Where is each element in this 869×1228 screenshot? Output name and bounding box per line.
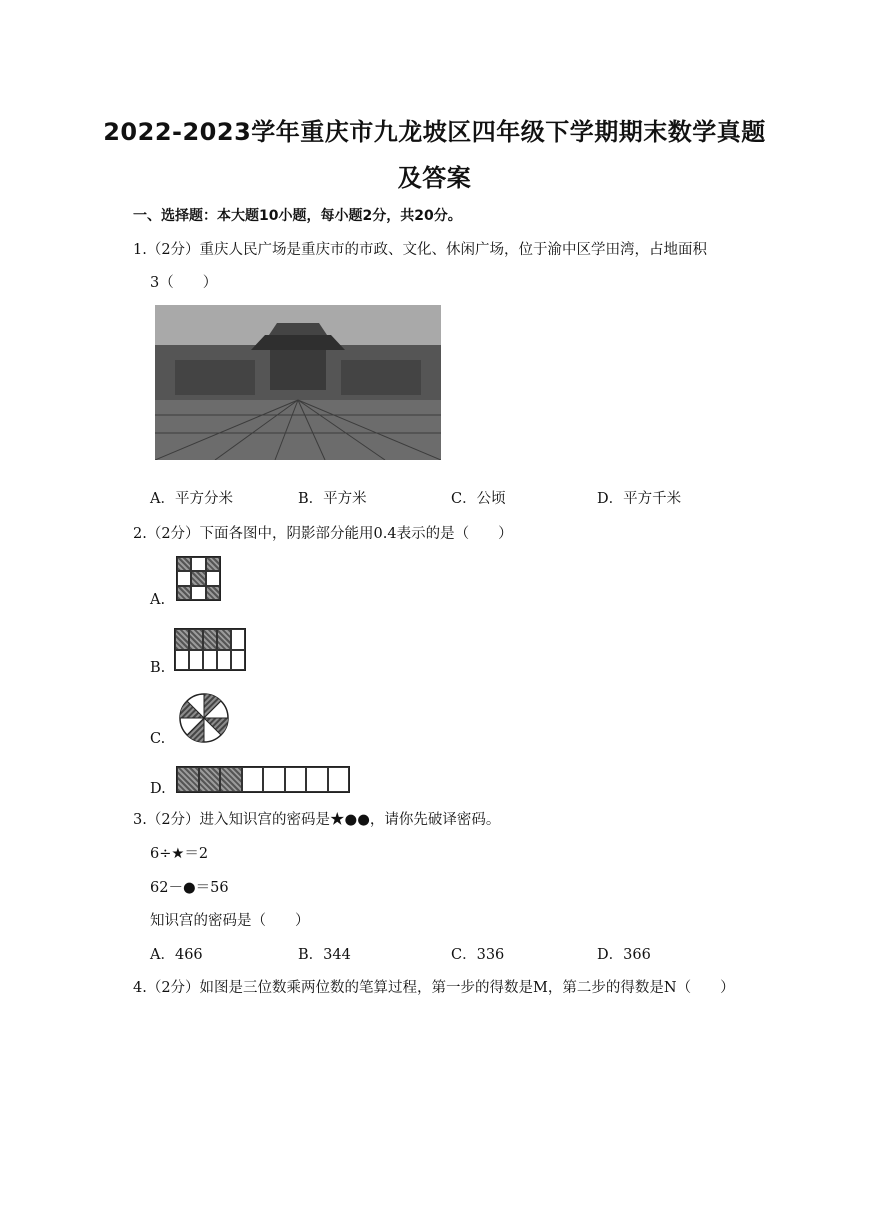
question-3-stem: 3.（2分）进入知识宫的密码是★●●，请你先破译密码。 <box>133 812 501 828</box>
q2-option-b-label: B. <box>150 660 166 676</box>
q3-prompt: 知识宫的密码是（ ） <box>150 913 310 929</box>
q3-option-d: D．366 <box>597 947 651 963</box>
people-square-photo <box>155 305 441 460</box>
q3-option-a: A．466 <box>150 947 203 963</box>
q2-option-a-label: A. <box>150 592 166 608</box>
q1-option-a: A．平方分米 <box>150 491 233 507</box>
q2-figure-b-grid <box>174 628 246 671</box>
q2-figure-d-strip <box>176 766 350 793</box>
document-title-line1: 2022-2023学年重庆市九龙坡区四年级下学期期末数学真题 <box>103 118 766 146</box>
q3-equation-1: 6÷★＝2 <box>150 846 209 862</box>
q1-option-b: B．平方米 <box>298 491 367 507</box>
question-2-stem: 2.（2分）下面各图中，阴影部分能用0.4表示的是（ ） <box>133 526 513 542</box>
q3-option-b: B．344 <box>298 947 351 963</box>
document-title-line2: 及答案 <box>397 164 472 192</box>
q3-option-c: C．336 <box>451 947 505 963</box>
photo-illustration <box>155 305 441 460</box>
section-heading: 一、选择题：本大题10小题，每小题2分，共20分。 <box>133 208 462 224</box>
q2-option-c-label: C. <box>150 731 166 747</box>
question-4-stem: 4.（2分）如图是三位数乘两位数的笔算过程，第一步的得数是M，第二步的得数是N（ ） <box>133 980 735 996</box>
q2-figure-a-grid <box>176 556 221 601</box>
q2-option-d-label: D. <box>150 781 166 797</box>
q2-figure-c-circle <box>178 692 230 744</box>
question-1-stem-cont: 3（ ） <box>150 275 218 291</box>
q1-option-c: C．公顷 <box>451 491 506 507</box>
q1-option-d: D．平方千米 <box>597 491 682 507</box>
q3-equation-2: 62－●＝56 <box>150 880 229 896</box>
question-1-stem: 1.（2分）重庆人民广场是重庆市的市政、文化、休闲广场，位于渝中区学田湾，占地面积 <box>133 242 708 258</box>
